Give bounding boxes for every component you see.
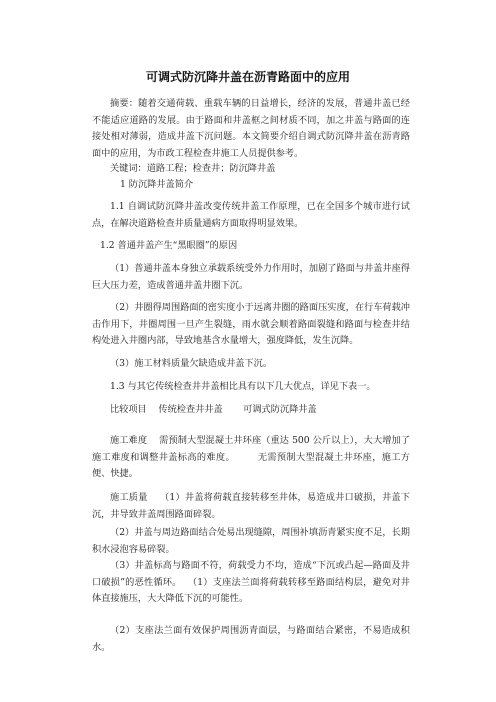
section-1-heading: 1 防沉降井盖简介	[120, 179, 194, 190]
reason-1-paragraph: （1）普通井盖本身独立承载系统受外力作用时，加剧了路面与井盖井座得巨大压力差，造成普通井盖井圈下沉。	[92, 263, 410, 291]
heading-1-2: 1.2 普通井盖产生“黑眼圈”的原因	[100, 240, 238, 251]
paragraph-1-3: 1.3 与其它传统检查井井盖相比具有以下几大优点，详见下表一。	[110, 381, 376, 392]
reason-2-paragraph: （2）井圈得周围路面的密实度小于远离井圈的路面压实度，在行车荷载冲击作用下，井圈周围一旦产生裂缝，雨水就会顺着路面裂缝和路面与检查井结构处进入井圈内部，导致地基含水量增大，强度降低，发生沉降。	[92, 302, 410, 346]
keywords-line: 关键词：道路工程；检查井；防沉降井盖	[110, 163, 276, 174]
reason-3-paragraph: （3）施工材料质量欠缺造成井盖下沉。	[110, 358, 273, 369]
table-row-quality-1: 施工质量 （1）井盖将荷载直接转移至井体，易造成井口破损，井盖下沉，井导致井盖周围路面碎裂。	[92, 492, 410, 520]
table-row-difficulty: 施工难度 需预制大型混凝土井环座（重达 500 公斤以上），大大增加了施工难度和调整井盖标高的难度。 无需预制大型混凝土井环座，施工方便、快捷。	[92, 435, 410, 479]
document-title: 可调式防沉降井盖在沥青路面中的应用	[145, 70, 350, 84]
table-row-quality-3: （3）井盖标高与路面不符，荷载受力不均，造成“下沉或凸起—路面及井口破损”的恶性循环。 （1）支座法兰面将荷载转移至路面结构层，避免对井体直接施压，大大降低下沉的可能性。	[92, 560, 410, 604]
paragraph-1-1: 1.1 自调试防沉降井盖改变传统井盖工作原理，已在全国多个城市进行试点，在解决道路检查井质量通病方面取得明显效果。	[92, 201, 410, 229]
table-header-row: 比较项目 传统检查井井盖 可调式防沉降井盖	[110, 404, 317, 415]
table-row-quality-2: （2）井盖与周边路面结合处易出现缝隙，周围补填沥青紧实度不足，长期积水浸泡容易碎裂。	[92, 527, 410, 555]
table-row-quality-4: （2）支座法兰面有效保护周围沥青面层，与路面结合紧密，不易造成积水。	[92, 625, 410, 653]
abstract-paragraph: 摘要：随着交通荷载、重载车辆的日益增长，经济的发展，普通井盖已经不能适应道路的发展。由于路面和井盖框之间材质不同，加之井盖与路面的连接处相对薄弱，造成井盖下沉问题。本文简要介绍自调式防沉降井盖在沥青路面中的应用，为市政工程检查井施工人员提供参考。	[92, 98, 410, 159]
